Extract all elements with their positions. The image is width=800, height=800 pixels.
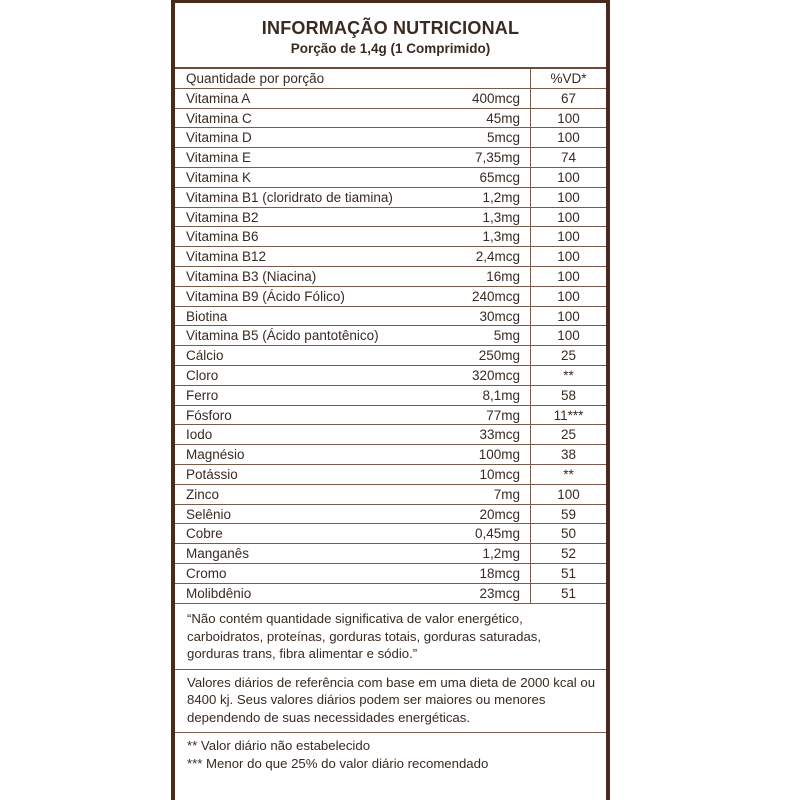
- table-row: [175, 445, 606, 465]
- panel-title: INFORMAÇÃO NUTRICIONAL: [261, 18, 520, 38]
- column-header-vd: %VD*: [530, 69, 606, 88]
- footnotes: [175, 733, 606, 772]
- nutrient-amount: 250mg: [478, 348, 520, 364]
- table-header-row: [175, 69, 606, 89]
- nutrient-vd: 52: [530, 544, 606, 563]
- table-row: [175, 544, 606, 564]
- table-row: [175, 524, 606, 544]
- nutrient-vd: 100: [530, 326, 606, 345]
- nutrient-amount: 0,45mg: [474, 526, 520, 542]
- nutrient-amount: 16mg: [486, 268, 520, 284]
- nutrient-vd: 74: [530, 148, 606, 167]
- column-header-quantity: Quantidade por porção: [186, 71, 325, 86]
- nutrient-amount: 240mcg: [471, 288, 520, 304]
- nutrient-amount: 400mcg: [471, 90, 520, 106]
- nutrient-name: Vitamina B2: [186, 209, 259, 225]
- footnote-less-than-25: *** Menor do que 25% do valor diário recomendado: [187, 755, 489, 771]
- notes-section: [175, 606, 606, 772]
- nutrient-name: Molibdênio: [186, 585, 252, 601]
- table-row: [175, 584, 606, 604]
- table-row: [175, 168, 606, 188]
- nutrient-name: Vitamina K: [186, 169, 252, 185]
- nutrient-amount: 2,4mcg: [475, 249, 520, 265]
- nutrient-name: Fósforo: [186, 407, 232, 423]
- table-row: [175, 386, 606, 406]
- table-row: [175, 227, 606, 247]
- nutrient-name: Vitamina C: [186, 110, 252, 126]
- nutrient-amount: 320mcg: [471, 367, 520, 383]
- table-row: [175, 564, 606, 584]
- nutrient-amount: 7,35mg: [474, 150, 520, 166]
- nutrient-name: Vitamina B3 (Niacina): [186, 268, 317, 284]
- nutrient-vd: 100: [530, 227, 606, 246]
- nutrient-vd: 25: [530, 425, 606, 444]
- nutrient-name: Iodo: [186, 427, 213, 443]
- nutrient-vd: 38: [530, 445, 606, 464]
- nutrient-name: Biotina: [186, 308, 228, 324]
- nutrient-vd: 100: [530, 188, 606, 207]
- nutrient-name: Vitamina B9 (Ácido Fólico): [186, 288, 345, 304]
- nutrient-vd: 50: [530, 524, 606, 543]
- nutrient-vd: 100: [530, 287, 606, 306]
- table-row: [175, 307, 606, 327]
- nutrient-vd: 11***: [530, 406, 606, 425]
- nutrient-amount: 77mg: [486, 407, 520, 423]
- nutrient-vd: **: [530, 465, 606, 484]
- table-row: [175, 326, 606, 346]
- nutrient-vd: 100: [530, 485, 606, 504]
- nutrient-amount: 1,3mg: [482, 209, 520, 225]
- nutrient-name: Cromo: [186, 565, 227, 581]
- nutrient-amount: 1,2mg: [482, 189, 520, 205]
- table-row: [175, 465, 606, 485]
- nutrient-vd: 100: [530, 208, 606, 227]
- nutrient-vd: 100: [530, 168, 606, 187]
- nutrient-name: Vitamina B6: [186, 229, 259, 245]
- nutrient-vd: 51: [530, 564, 606, 583]
- table-row: [175, 148, 606, 168]
- nutrient-vd: 25: [530, 346, 606, 365]
- nutrient-name: Magnésio: [186, 447, 245, 463]
- nutrition-table: [175, 67, 606, 604]
- nutrient-amount: 8,1mg: [482, 387, 520, 403]
- nutrient-vd: 67: [530, 89, 606, 108]
- nutrient-amount: 1,3mg: [482, 229, 520, 245]
- table-row: [175, 485, 606, 505]
- table-row: [175, 208, 606, 228]
- nutrient-amount: 20mcg: [479, 506, 520, 522]
- nutrient-amount: 5mcg: [486, 130, 520, 146]
- nutrient-amount: 33mcg: [479, 427, 520, 443]
- reference-values-note: Valores diários de referência com base em uma dieta de 2000 kcal ou 8400 kj. Seus valores diários podem ser maiores ou menores dependendo de suas necessidades energéticas.: [175, 670, 606, 734]
- nutrient-vd: 100: [530, 109, 606, 128]
- serving-size: Porção de 1,4g (1 Comprimido): [290, 41, 491, 56]
- nutrient-vd: 100: [530, 247, 606, 266]
- table-row: [175, 346, 606, 366]
- nutrient-name: Vitamina E: [186, 150, 252, 166]
- nutrient-name: Vitamina B5 (Ácido pantotênico): [186, 328, 379, 344]
- table-row: [175, 247, 606, 267]
- table-row: [175, 505, 606, 525]
- nutrient-vd: 59: [530, 505, 606, 524]
- nutrient-name: Potássio: [186, 466, 238, 482]
- table-row: [175, 366, 606, 386]
- table-row: [175, 425, 606, 445]
- nutrient-amount: 10mcg: [479, 466, 520, 482]
- nutrient-amount: 45mg: [486, 110, 520, 126]
- nutrient-amount: 65mcg: [479, 169, 520, 185]
- nutrient-amount: 7mg: [493, 486, 520, 502]
- nutrient-amount: 1,2mg: [482, 546, 520, 562]
- table-row: [175, 406, 606, 426]
- nutrient-name: Cálcio: [186, 348, 224, 364]
- nutrient-amount: 23mcg: [479, 585, 520, 601]
- nutrition-facts-panel: [171, 0, 610, 800]
- nutrient-name: Cobre: [186, 526, 223, 542]
- table-row: [175, 267, 606, 287]
- table-row: [175, 188, 606, 208]
- nutrient-vd: **: [530, 366, 606, 385]
- table-row: [175, 89, 606, 109]
- table-body: [175, 89, 606, 604]
- nutrient-name: Cloro: [186, 367, 219, 383]
- nutrient-vd: 100: [530, 128, 606, 147]
- nutrient-vd: 58: [530, 386, 606, 405]
- nutrient-amount: 18mcg: [479, 565, 520, 581]
- nutrient-name: Zinco: [186, 486, 220, 502]
- nutrient-vd: 100: [530, 307, 606, 326]
- table-row: [175, 287, 606, 307]
- nutrient-name: Manganês: [186, 546, 250, 562]
- nutrient-name: Selênio: [186, 506, 232, 522]
- table-row: [175, 109, 606, 129]
- nutrient-amount: 30mcg: [479, 308, 520, 324]
- nutrient-name: Ferro: [186, 387, 219, 403]
- footnote-not-established: ** Valor diário não estabelecido: [187, 738, 371, 753]
- nutrient-name: Vitamina A: [186, 90, 251, 106]
- nutrient-name: Vitamina B12: [186, 249, 267, 265]
- nutrient-name: Vitamina D: [186, 130, 252, 146]
- not-significant-note: “Não contém quantidade significativa de valor energético, carboidratos, proteínas, gorduras totais, gorduras saturadas, gorduras trans, fibra alimentar e sódio.”: [175, 606, 606, 670]
- nutrient-vd: 51: [530, 584, 606, 603]
- nutrient-amount: 5mg: [493, 328, 520, 344]
- nutrient-amount: 100mg: [478, 447, 520, 463]
- table-row: [175, 128, 606, 148]
- nutrient-name: Vitamina B1 (cloridrato de tiamina): [186, 189, 393, 205]
- nutrient-vd: 100: [530, 267, 606, 286]
